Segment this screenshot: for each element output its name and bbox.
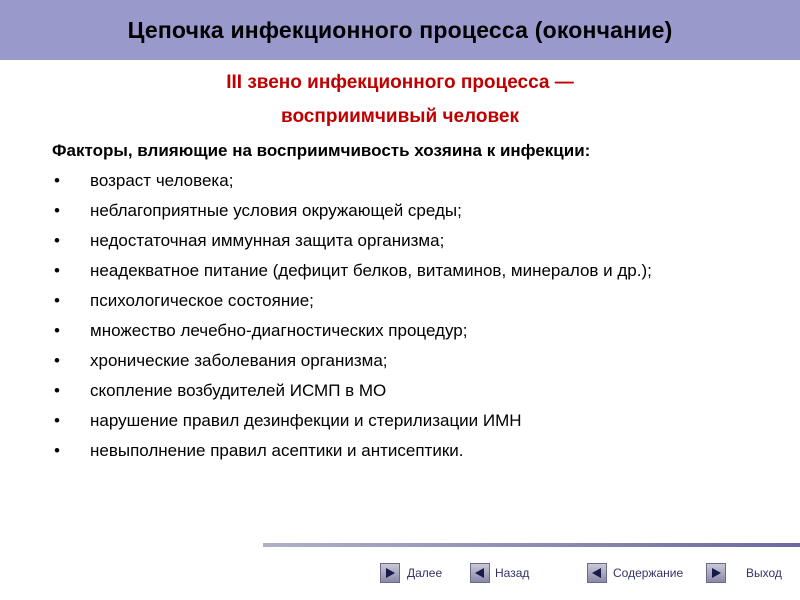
list-item-text: хронические заболевания организма; [90,351,388,370]
next-button[interactable] [380,563,400,583]
title-bar [0,0,800,60]
back-button[interactable] [470,563,490,583]
navigation-bar [0,560,800,590]
list-item [50,440,770,461]
bullet-icon: • [54,321,60,340]
list-item [50,380,770,401]
list-item-text: неблагоприятные условия окружающей среды; [90,201,462,220]
arrow-left-icon [474,567,486,579]
bullet-icon: • [54,171,60,190]
list-item [50,170,770,191]
slide-title: Цепочка инфекционного процесса (окончание) [127,16,673,43]
subtitle-line-1: III звено инфекционного процесса — [226,72,574,93]
exit-button[interactable] [706,563,726,583]
bullet-icon: • [54,291,60,310]
list-item [50,260,770,281]
list-item [50,350,770,371]
back-label[interactable]: Назад [495,566,530,580]
exit-label[interactable]: Выход [746,566,782,580]
contents-button[interactable] [587,563,607,583]
contents-label[interactable]: Содержание [613,566,684,580]
list-item-text: недостаточная иммунная защита организма; [90,231,445,250]
list-item [50,200,770,221]
list-item [50,230,770,251]
footer-divider [263,543,800,547]
bullet-icon: • [54,261,60,280]
factors-heading: Факторы, влияющие на восприимчивость хозяина к инфекции: [52,141,591,160]
list-item-text: множество лечебно-диагностических процедур; [90,321,468,340]
list-item-text: неадекватное питание (дефицит белков, витаминов, минералов и др.); [90,261,652,280]
factors-list [50,170,770,470]
bullet-icon: • [54,231,60,250]
list-item [50,290,770,311]
list-item-text: нарушение правил дезинфекции и стерилизации ИМН [90,411,522,430]
bullet-icon: • [54,201,60,220]
list-item-text: скопление возбудителей ИСМП в МО [90,381,387,400]
list-item-text: возраст человека; [90,171,234,190]
arrow-right-icon [384,567,396,579]
bullet-icon: • [54,381,60,400]
arrow-left-icon [591,567,603,579]
list-item [50,410,770,431]
bullet-icon: • [54,351,60,370]
next-label[interactable]: Далее [407,566,443,580]
subtitle-line-2: восприимчивый человек [281,106,519,127]
arrow-right-icon [710,567,722,579]
list-item-text: психологическое состояние; [90,291,314,310]
list-item-text: невыполнение правил асептики и антисептики. [90,441,464,460]
bullet-icon: • [54,411,60,430]
list-item [50,320,770,341]
bullet-icon: • [54,441,60,460]
